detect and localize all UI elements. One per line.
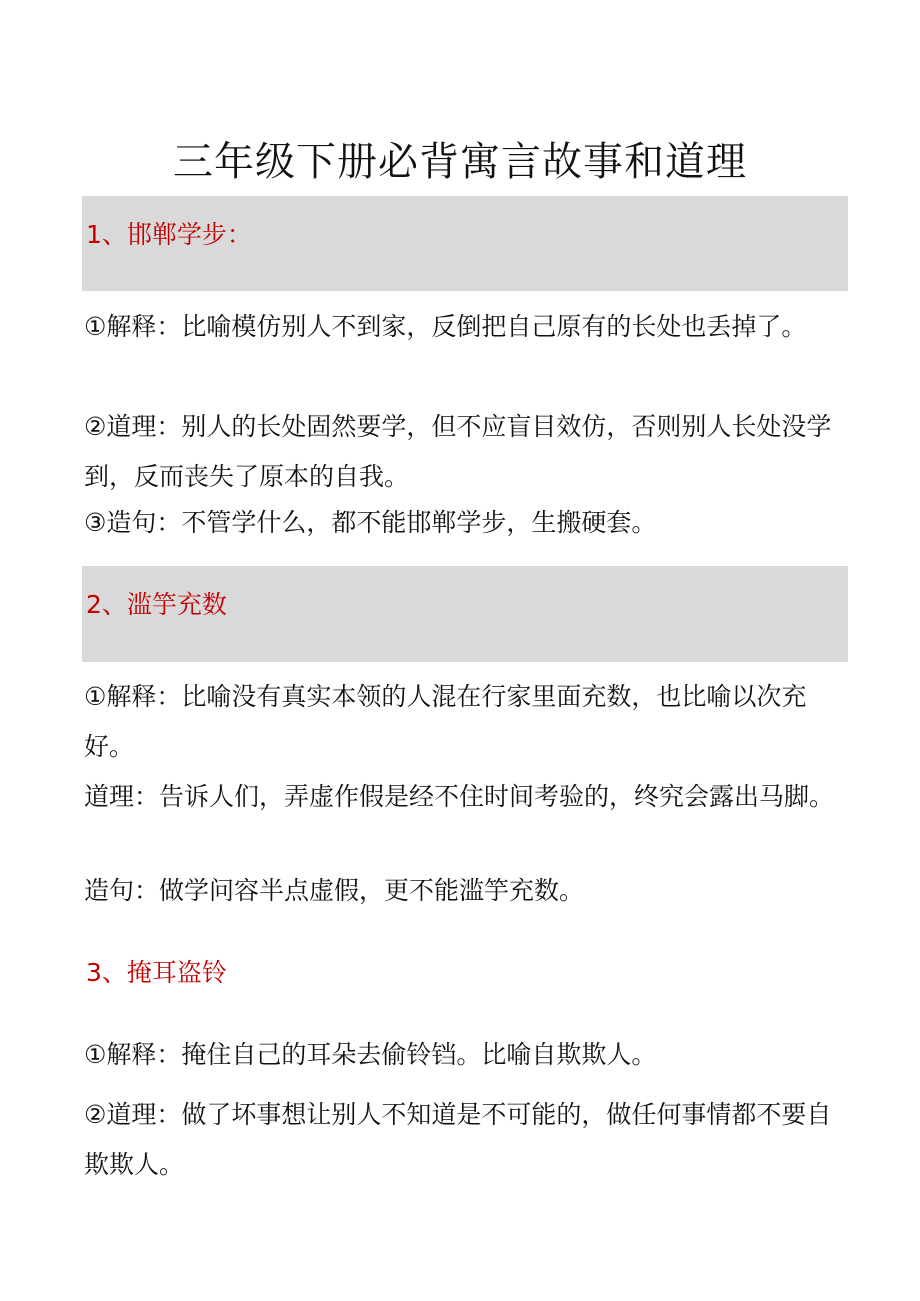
section-header-3 [82,934,848,1030]
section-1-moral: ②道理：别人的长处固然要学，但不应盲目效仿，否则别人长处没学到，反而丧失了原本的自我。 [84,412,832,491]
section-3-moral: ②道理：做了坏事想让别人不知道是不可能的，做任何事情都不要自欺欺人。 [84,1100,832,1179]
section-1-explanation: ①解释：比喻模仿别人不到家，反倒把自己原有的长处也丢掉了。 [84,312,807,341]
section-3-explanation: ①解释：掩住自己的耳朵去偷铃铛。比喻自欺欺人。 [84,1040,657,1069]
section-2-moral: 道理：告诉人们，弄虚作假是经不住时间考验的，终究会露出马脚。 [84,782,835,811]
section-title: 2、滥竽充数 [86,590,227,619]
page-title: 三年级下册必背寓言故事和道理 [173,139,747,185]
section-2-explanation: ①解释：比喻没有真实本领的人混在行家里面充数，也比喻以次充好。 [84,682,807,761]
section-2-example: 造句：做学问容半点虚假，更不能滥竽充数。 [84,876,585,905]
section-title: 3、掩耳盗铃 [86,958,227,987]
section-header-1 [82,196,848,291]
section-1-example: ③造句：不管学什么，都不能邯郸学步，生搬硬套。 [84,508,657,537]
section-title: 1、邯郸学步： [86,220,252,249]
section-header-2 [82,566,848,662]
